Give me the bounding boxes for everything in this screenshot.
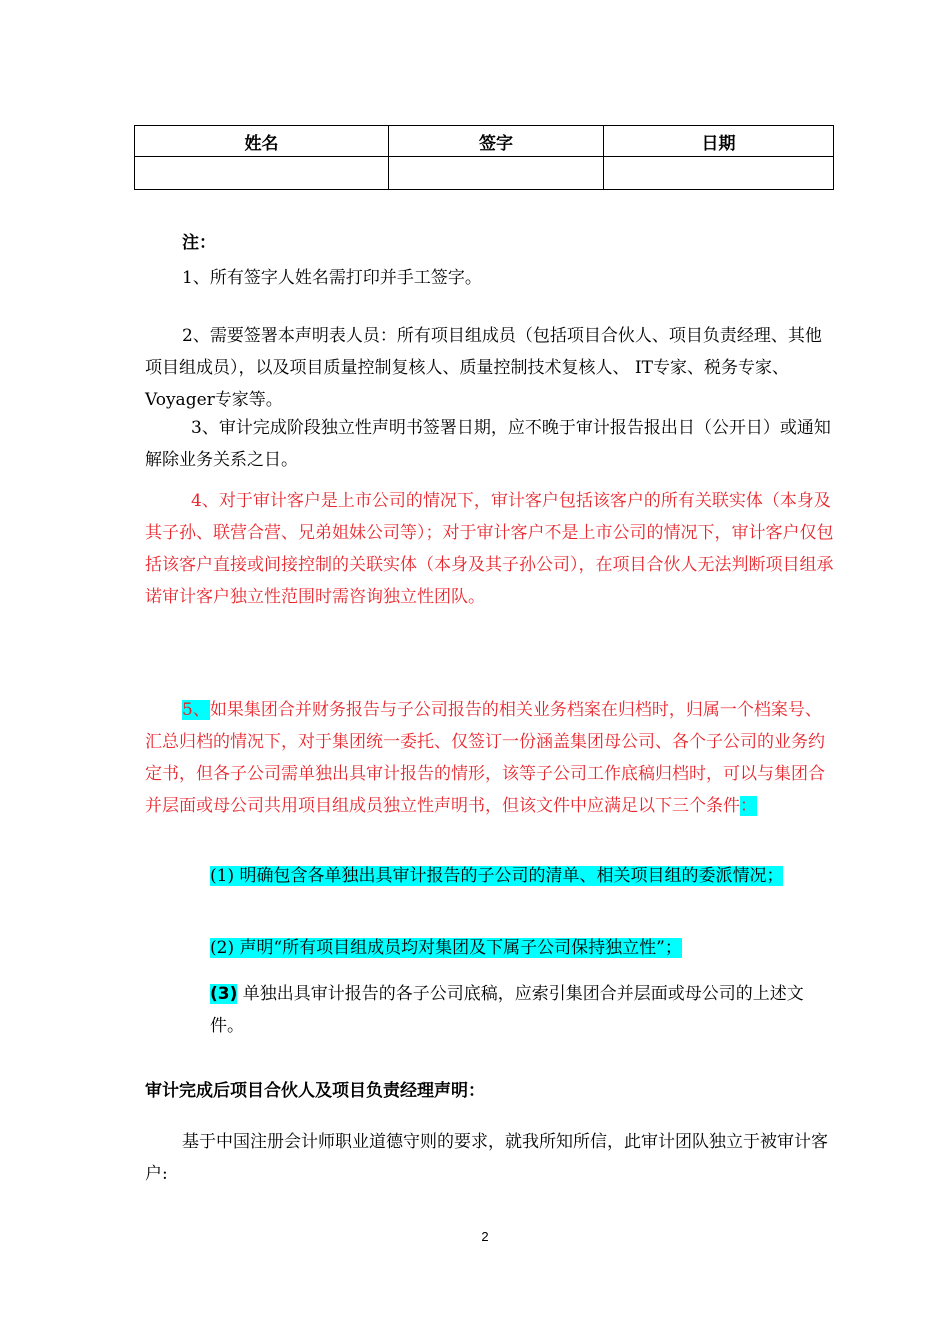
- condition-1: (1) 明确包含各单独出具审计报告的子公司的清单、相关项目组的委派情况；: [210, 866, 784, 886]
- condition-3-body: 单独出具审计报告的各子公司底稿，应索引集团合并层面或母公司的上述文件。: [210, 984, 804, 1036]
- cell-date[interactable]: [604, 157, 834, 190]
- note-5-number: 5、: [182, 700, 210, 720]
- cell-name[interactable]: [135, 157, 389, 190]
- note-3: 3、审计完成阶段独立性声明书签署日期，应不晚于审计报告报出日（公开日）或通知解除业务关系之日。: [145, 418, 831, 470]
- signature-table: [134, 125, 834, 190]
- note-5-body: 如果集团合并财务报告与子公司报告的相关业务档案在归档时，归属一个档案号、汇总归档的情况下，对于集团统一委托、仅签订一份涵盖集团母公司、各个子公司的业务约定书，但各子公司需单独出具审计报告的情形，该等子公司工作底稿归档时，可以与集团合并层面或母公司共用项目组成员独立性声明书，但该文件中应满足以下三个条件: [145, 700, 825, 816]
- header-signature: 签字: [389, 126, 604, 157]
- declaration-title: 审计完成后项目合伙人及项目负责经理声明：: [145, 1081, 485, 1101]
- condition-3: [210, 978, 830, 1042]
- page-number: 2: [481, 1229, 489, 1244]
- condition-3-number: (3): [210, 984, 238, 1004]
- note-5-colon: ：: [740, 796, 757, 816]
- table-row: [135, 157, 834, 190]
- header-date: 日期: [604, 126, 834, 157]
- cell-signature[interactable]: [389, 157, 604, 190]
- condition-2: (2) 声明“所有项目组成员均对集团及下属子公司保持独立性”；: [210, 938, 682, 958]
- note-5: [145, 694, 835, 822]
- header-name: 姓名: [135, 126, 389, 157]
- notes-heading: 注：: [182, 233, 216, 253]
- declaration-body: 基于中国注册会计师职业道德守则的要求，就我所知所信，此审计团队独立于被审计客户:: [145, 1132, 828, 1184]
- note-4: 4、对于审计客户是上市公司的情况下，审计客户包括该客户的所有关联实体（本身及其子孙、联营合营、兄弟姐妹公司等）；对于审计客户不是上市公司的情况下，审计客户仅包括该客户直接或间接控制的关联实体（本身及其子孙公司），在项目合伙人无法判断项目组承诺审计客户独立性范围时需咨询独立性团队。: [145, 491, 834, 607]
- note-2: 2、需要签署本声明表人员：所有项目组成员（包括项目合伙人、项目负责经理、其他项目组成员），以及项目质量控制复核人、质量控制技术复核人、 IT专家、税务专家、Voyager专家等。: [145, 326, 822, 410]
- note-1: 1、所有签字人姓名需打印并手工签字。: [182, 268, 482, 288]
